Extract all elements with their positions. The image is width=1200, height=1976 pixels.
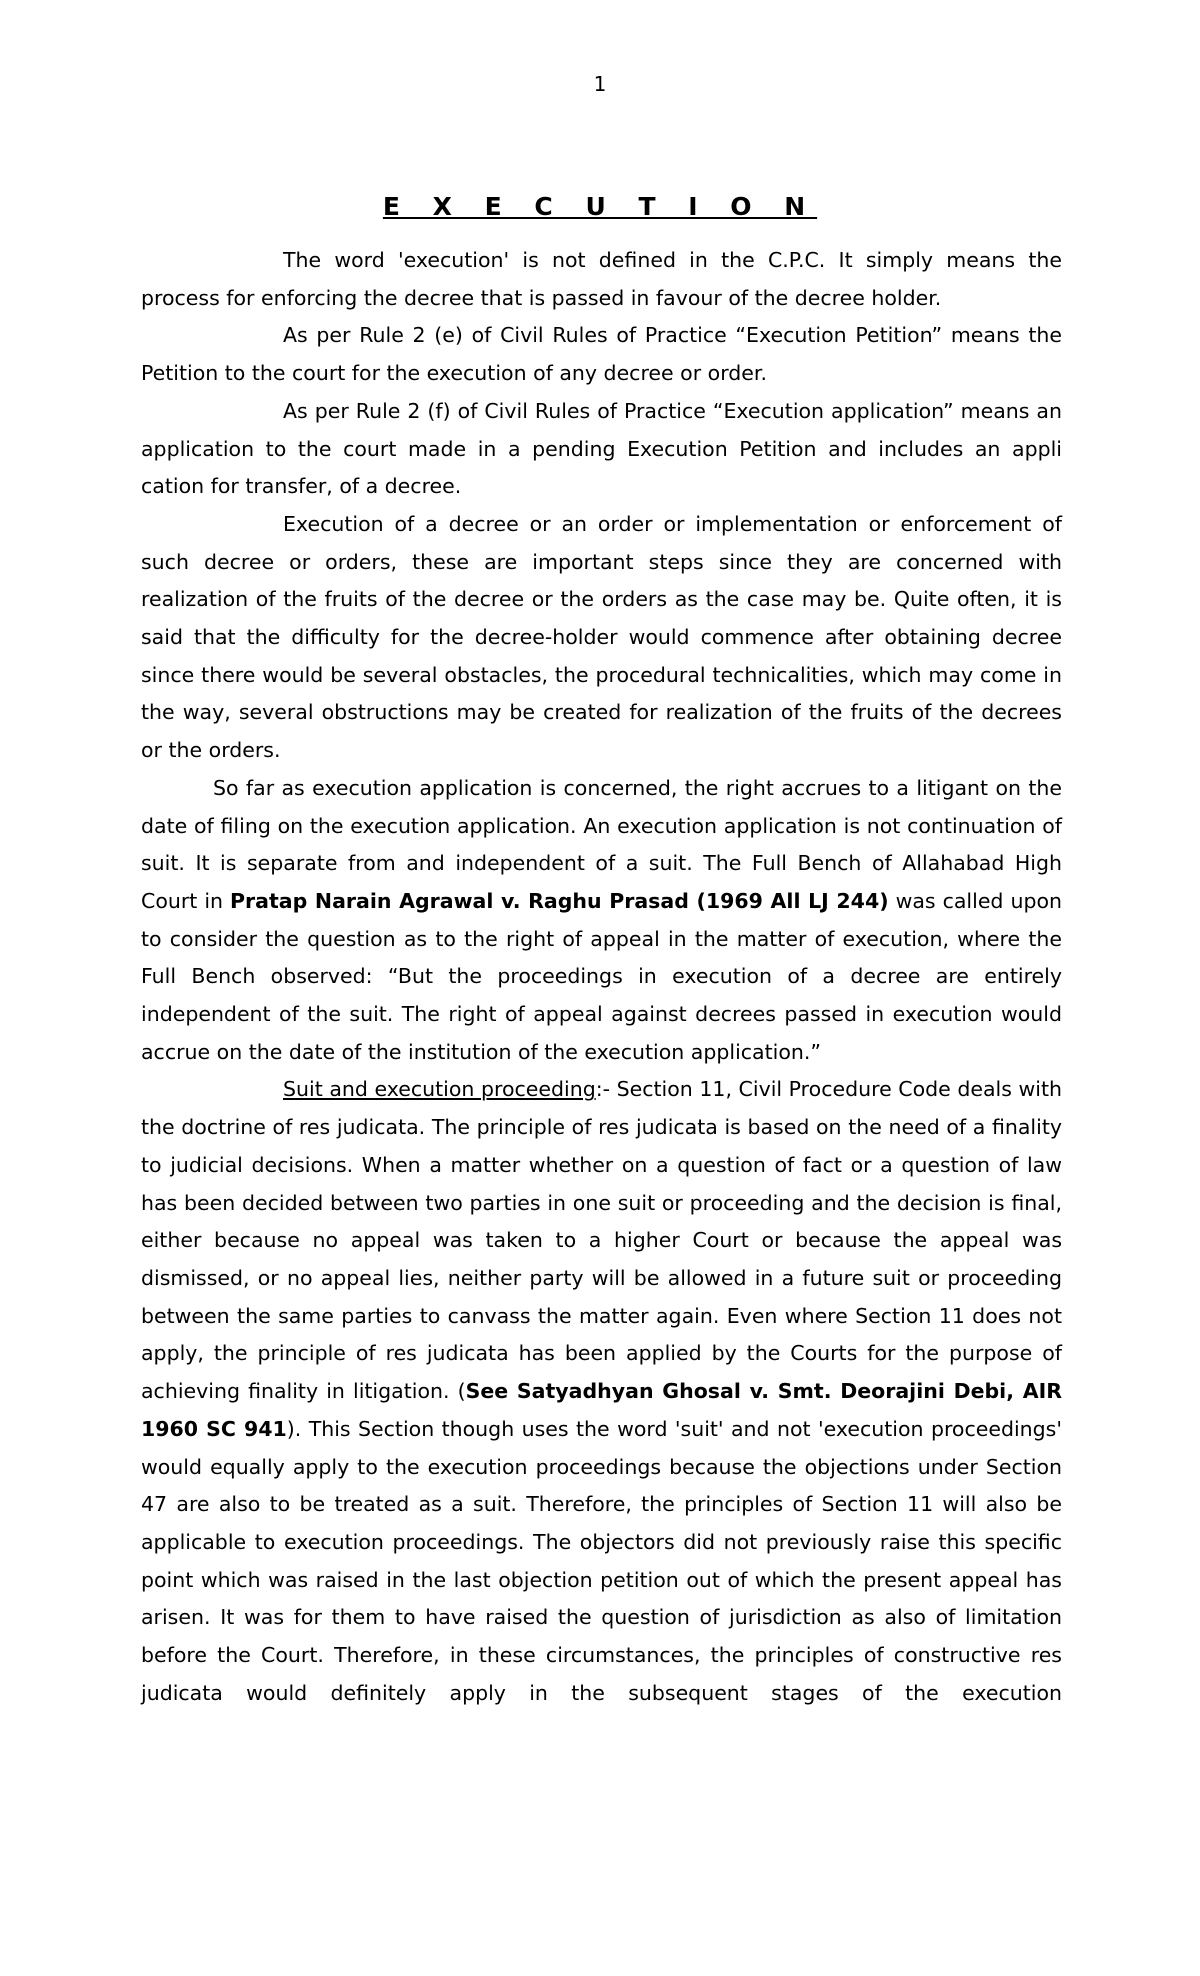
case-citation: See Satyadhyan Ghosal v. Smt. Deorajini Debi, AIR 1960 SC 941 — [141, 1379, 1062, 1441]
document-body — [141, 242, 1062, 1712]
paragraph-implementation: Execution of a decree or an order or implementation or enforcement of such decree or orders, these are important steps since they are concerned with realization of the fruits of the decree or the orders as the case may be. Quite often, it is said that the difficulty for the decree-holder would commence after obtaining decree since there would be several obstacles, the procedural technicalities, which may come in the way, several obstructions may be created for realization of the fruits of the decrees or the orders. — [141, 511, 1062, 763]
paragraph-rule-2e: As per Rule 2 (e) of Civil Rules of Practice “Execution Petition” means the Petition to the court for the execution of any decree or order. — [141, 323, 1062, 386]
text-span: :- Section 11, Civil Procedure Code deals with the doctrine of res judicata. The principle of res judicata is based on the need of a finality to judicial decisions. When a matter whether on a question of fact or a question of law has been decided between two parties in one suit or proceeding and the decision is final, either because no appeal was taken to a higher Court or because the appeal was dismissed, or no appeal lies, neither party will be allowed in a future suit or proceeding between the same parties to canvass the matter again. Even where Section 11 does not apply, the principle of res judicata has been applied by the Courts for the purpose of achieving finality in litigation. ( — [141, 1077, 1062, 1404]
section-heading: Suit and execution proceeding — [283, 1077, 596, 1102]
text-span: ). This Section though uses the word 'suit' and not 'execution proceedings' would equally apply to the execution proceedings because the objections under Section 47 are also to be treated as a suit. Therefore, the principles of Section 11 will also be applicable to execution proceedings. The objectors did not previously raise this specific point which was raised in the last objection petition out of which the present appeal has arisen. It was for them to have raised the question of jurisdiction as also of limitation before the Court. Therefore, in these circumstances, the principles of constructive res judicata would definitely apply in the subsequent stages of the execution — [141, 1416, 1063, 1705]
page-title: E X E C U T I O N — [382, 192, 818, 221]
paragraph-res-judicata — [141, 1071, 1062, 1712]
case-citation: Pratap Narain Agrawal v. Raghu Prasad (1969 All LJ 244) — [230, 888, 889, 913]
paragraph-rule-2f: As per Rule 2 (f) of Civil Rules of Practice “Execution application” means an application to the court made in a pending Execution Petition and includes an appli cation for transfer, of a decree. — [141, 398, 1062, 499]
text-span: was called upon to consider the question as to the right of appeal in the matter of execution, where the Full Bench observed: “But the proceedings in execution of a decree are entirely independent of the suit. The right of appeal against decrees passed in execution would accrue on the date of the institution of the execution application.” — [141, 888, 1062, 1064]
paragraph-execution-definition: The word 'execution' is not defined in the C.P.C. It simply means the process for enforcing the decree that is passed in favour of the decree holder. — [141, 248, 1062, 310]
text-span: So far as execution application is concerned, the right accrues to a litigant on the date of filing on the execution application. An execution application is not continuation of suit. It is separate from and independent of a suit. The Full Bench of Allahabad High Court in — [141, 775, 1062, 913]
paragraph-right-accrues — [141, 770, 1062, 1072]
page-number: 1 — [593, 72, 607, 96]
